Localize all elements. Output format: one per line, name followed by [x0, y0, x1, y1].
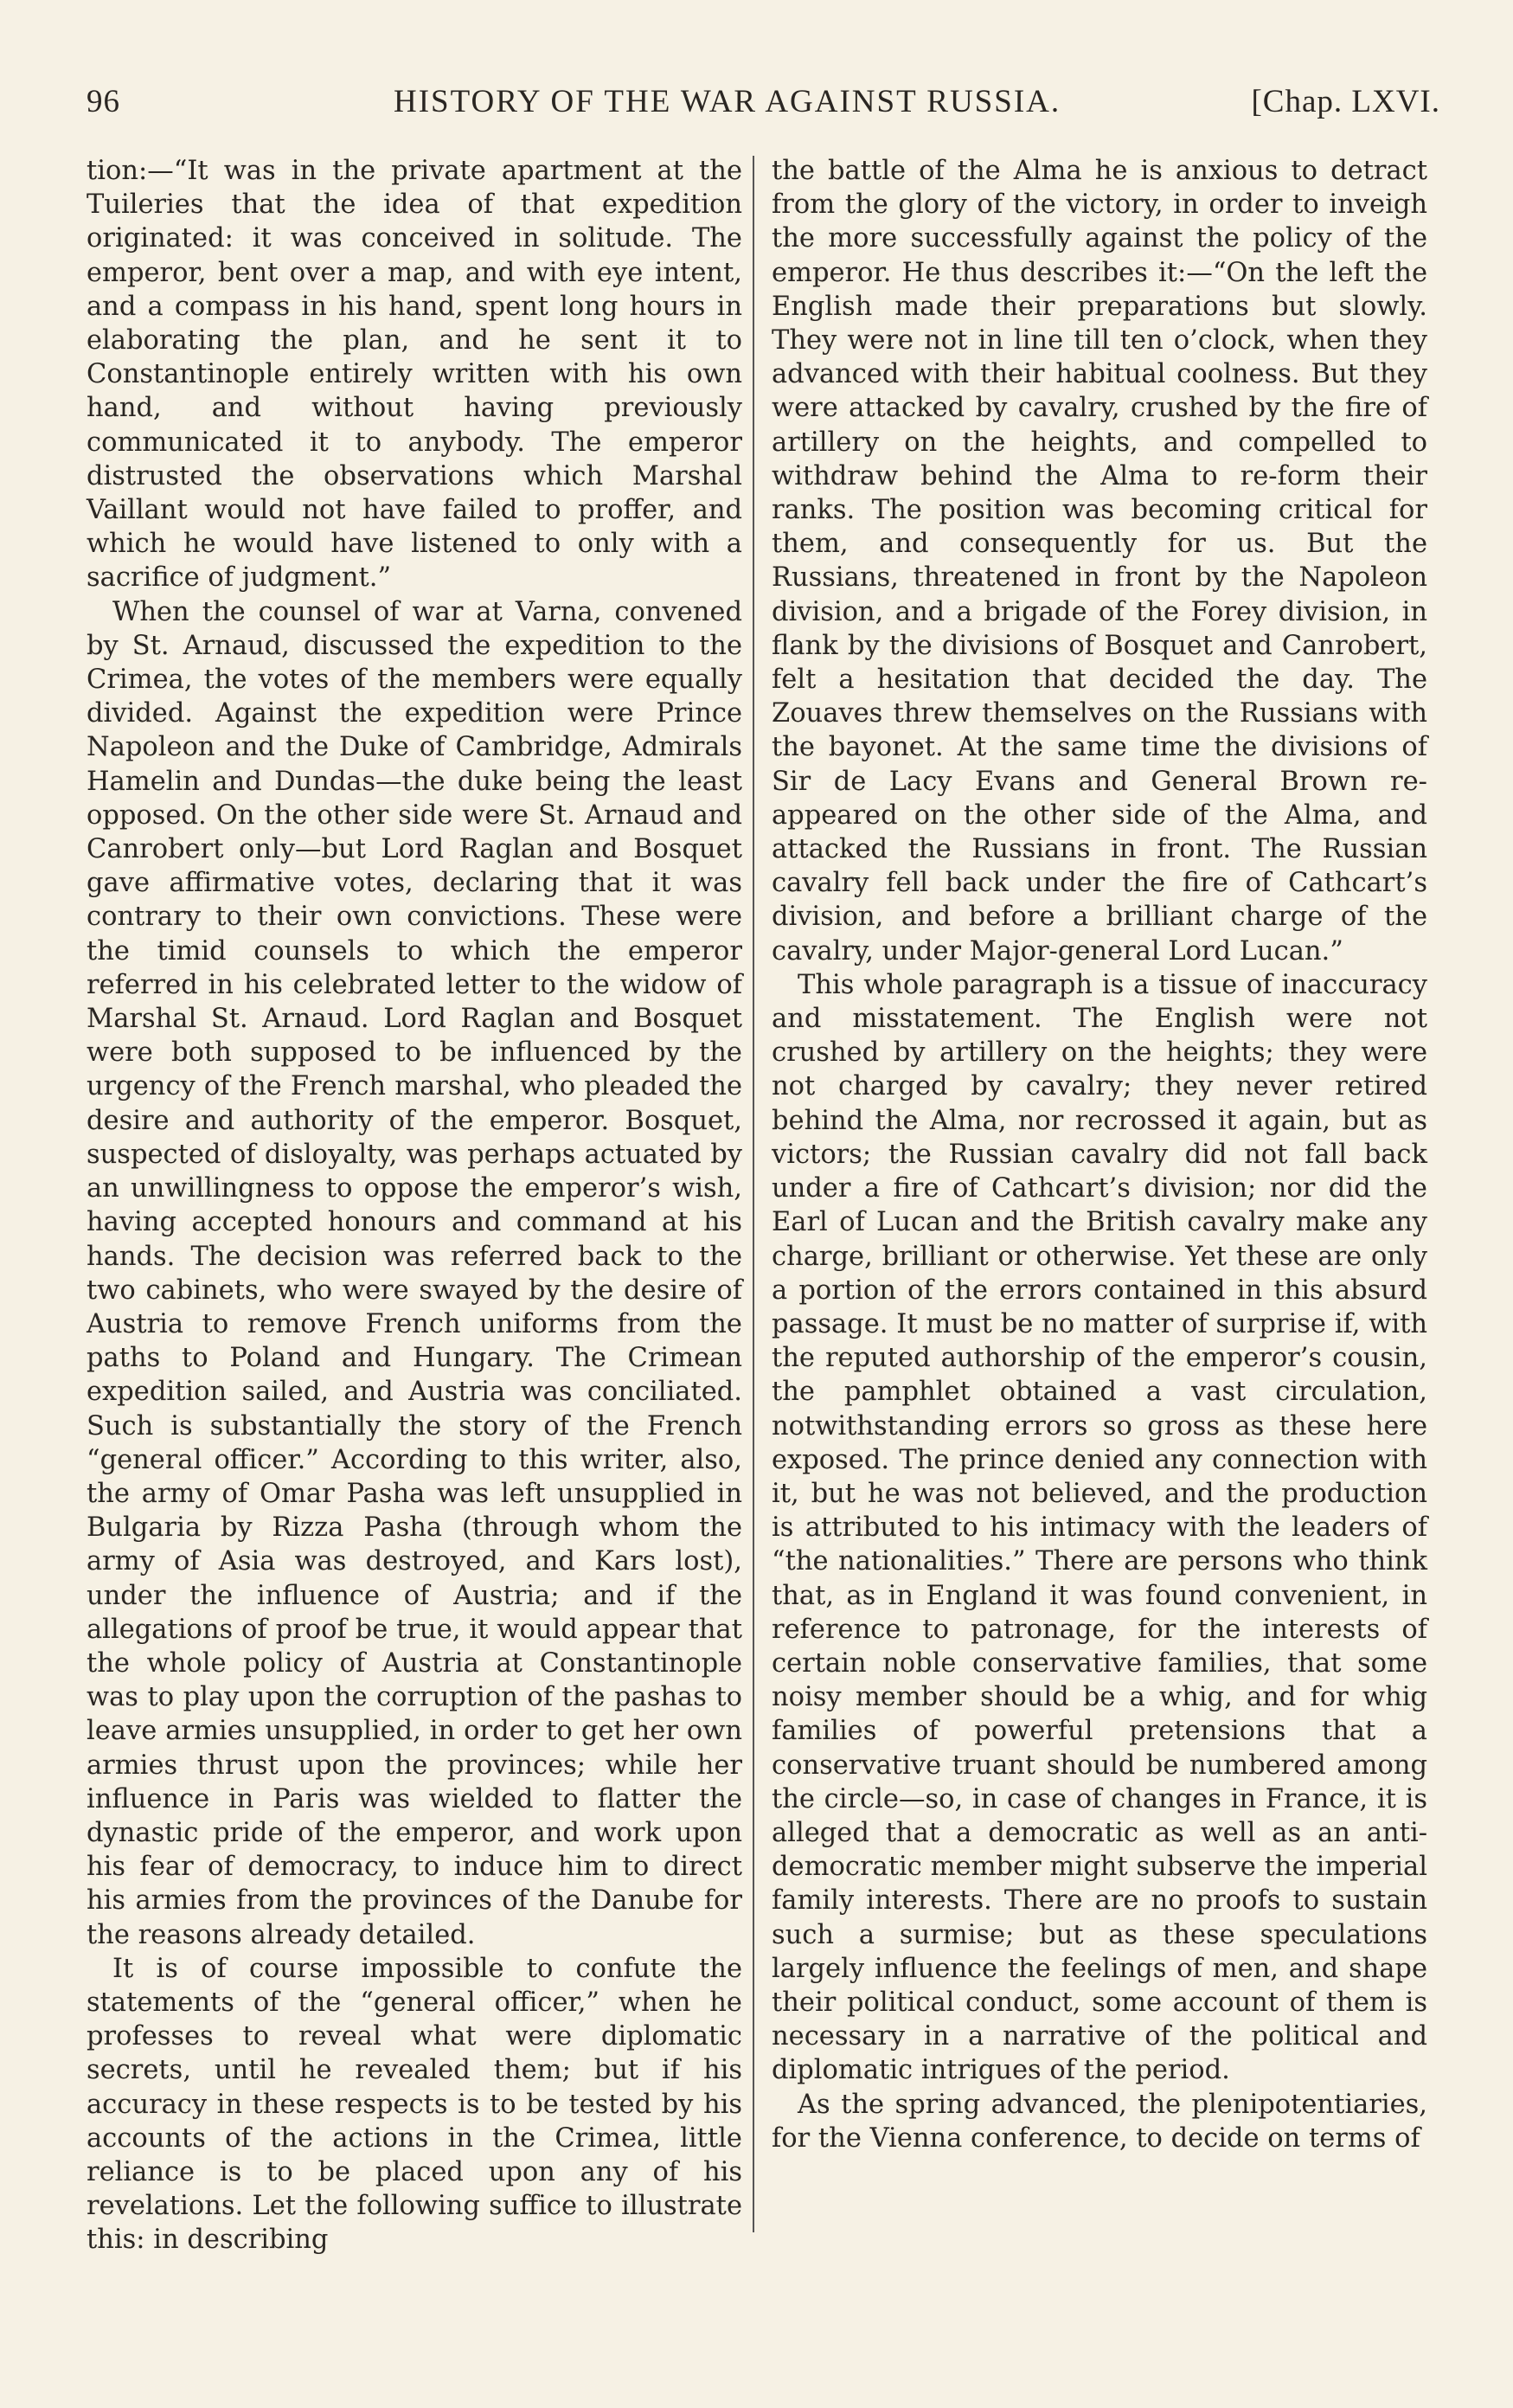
- page-number: 96: [87, 84, 120, 119]
- paragraph: tion:—“It was in the private apartment at the Tuileries that the idea of that expedition originated: it was conceived in solitude. The emperor, bent over a map, and with eye intent, and a compass in his hand, spent long hours in elaborating the plan, and he sent it to Constantinople entirely written with his own hand, and without having previously communicated it to anybody. The emperor distrusted the observations which Marshal Vaillant would not have failed to proffer, and which he would have listened to only with a sacrifice of judgment.”: [87, 156, 742, 594]
- paragraph: As the spring advanced, the plenipotentiaries, for the Vienna conference, to decide on terms of: [772, 2089, 1427, 2154]
- running-title: HISTORY OF THE WAR AGAINST RUSSIA.: [394, 84, 1061, 119]
- paragraph: It is of course impossible to confute the statements of the “general officer,” when he professes to reveal what were diplomatic secrets, until he revealed them; but if his accuracy in these respects is to be tested by his accounts of the actions in the Crimea, little reliance is to be placed upon any of his revelations. Let the following suffice to illustrate this: in describing: [87, 1953, 742, 2256]
- paragraph: This whole paragraph is a tissue of inaccuracy and misstatement. The English were not crushed by artillery on the heights; they were not charged by cavalry; they never retired behind the Alma, nor recrossed it again, but as victors; the Russian cavalry did not fall back under a fire of Cathcart’s division; nor did the Earl of Lucan and the British cavalry make any charge, brilliant or otherwise. Yet these are only a portion of the errors contained in this absurd passage. It must be no matter of surprise if, with the reputed authorship of the emperor’s cousin, the pamphlet obtained a vast circulation, notwithstanding errors so gross as these here exposed. The prince denied any connection with it, but he was not believed, and the production is attributed to his intimacy with the leaders of “the nationalities.” There are persons who think that, as in England it was found convenient, in reference to patronage, for the interests of certain noble conservative families, that some noisy member should be a whig, and for whig families of powerful pretensions that a conservative truant should be numbered among the circle—so, in case of changes in France, it is alleged that a democratic as well as an anti-democratic member might subserve the imperial family interests. There are no proofs to sustain such a surmise; but as these speculations largely influence the feelings of men, and shape their political conduct, some account of them is necessary in a narrative of the political and diplomatic intrigues of the period.: [772, 969, 1427, 2086]
- paragraph: the battle of the Alma he is anxious to detract from the glory of the victory, in order to inveigh the more successfully against the policy of the emperor. He thus describes it:—“On the left the English made their preparations but slowly. They were not in line till ten o’clock, when they advanced with their habitual coolness. But they were attacked by cavalry, crushed by the fire of artillery on the heights, and compelled to withdraw behind the Alma to re-form their ranks. The position was becoming critical for them, and consequently for us. But the Russians, threatened in front by the Napoleon division, and a brigade of the Forey division, in flank by the divisions of Bosquet and Canrobert, felt a hesitation that decided the day. The Zouaves threw themselves on the Russians with the bayonet. At the same time the divisions of Sir de Lacy Evans and General Brown re-appeared on the other side of the Alma, and attacked the Russians in front. The Russian cavalry fell back under the fire of Cathcart’s division, and before a brilliant charge of the cavalry, under Major-general Lord Lucan.”: [772, 156, 1427, 966]
- column-divider: [753, 156, 754, 2232]
- right-column: [772, 154, 1427, 2155]
- running-header: [87, 83, 1440, 126]
- paragraph: When the counsel of war at Varna, convened by St. Arnaud, discussed the expedition to the Crimea, the votes of the members were equally divided. Against the expedition were Prince Napoleon and the Duke of Cambridge, Admirals Hamelin and Dundas—the duke being the least opposed. On the other side were St. Arnaud and Canrobert only—but Lord Raglan and Bosquet gave affirmative votes, declaring that it was contrary to their own convictions. These were the timid counsels to which the emperor referred in his celebrated letter to the widow of Marshal St. Arnaud. Lord Raglan and Bosquet were both supposed to be influenced by the urgency of the French marshal, who pleaded the desire and authority of the emperor. Bosquet, suspected of disloyalty, was perhaps actuated by an unwillingness to oppose the emperor’s wish, having accepted honours and command at his hands. The decision was referred back to the two cabinets, who were swayed by the desire of Austria to remove French uniforms from the paths to Poland and Hungary. The Crimean expedition sailed, and Austria was conciliated. Such is substantially the story of the French “general officer.” According to this writer, also, the army of Omar Pasha was left unsupplied in Bulgaria by Rizza Pasha (through whom the army of Asia was destroyed, and Kars lost), under the influence of Austria; and if the allegations of proof be true, it would appear that the whole policy of Austria at Constantinople was to play upon the corruption of the pashas to leave armies unsupplied, in order to get her own armies thrust upon the provinces; while her influence in Paris was wielded to flatter the dynastic pride of the emperor, and work upon his fear of democracy, to induce him to direct his armies from the provinces of the Danube for the reasons already detailed.: [87, 596, 742, 1950]
- chapter-label: [Chap. LXVI.: [1251, 84, 1440, 119]
- left-column: [87, 154, 742, 2257]
